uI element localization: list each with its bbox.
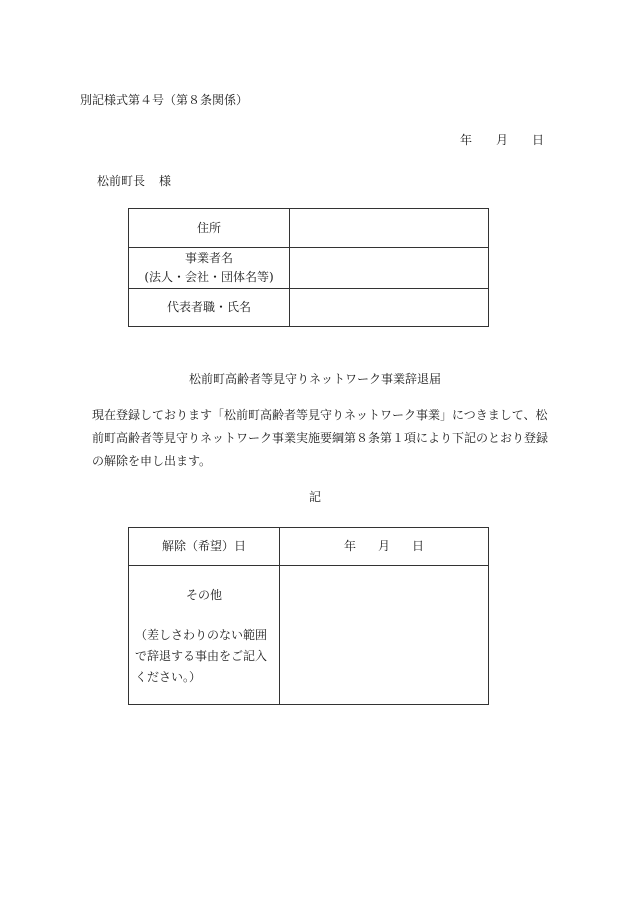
other-field[interactable] [280,566,489,705]
business-name-label-cell [129,248,290,289]
document-title: 松前町高齢者等見守りネットワーク事業辞退届 [188,372,441,386]
representative-label: 代表者職・氏名 [129,289,290,327]
body-paragraph [80,404,550,473]
other-note-line: （差しさわりのない範囲 [135,628,268,642]
address-field[interactable] [290,209,489,248]
table-row [129,248,489,289]
other-note [129,625,279,688]
business-name-note: (法人・会社・団体名等) [144,270,274,284]
cancel-date-label: 解除（希望）日 [129,528,280,566]
table-row [129,528,489,566]
cancel-date-day: 日 [412,539,425,553]
table-row [129,209,489,248]
table-row [129,566,489,705]
cancellation-request-table [128,527,489,705]
date-day-label: 日 [532,133,545,147]
cancel-date-month: 月 [377,539,390,553]
form-reference: 別記様式第４号（第８条関係） [80,93,249,107]
address-label: 住所 [129,209,290,248]
representative-field[interactable] [290,289,489,327]
date-year-label: 年 [460,133,473,147]
cancel-date-year: 年 [343,539,356,553]
other-label-cell [129,566,280,705]
other-note-line: で辞退する事由をご記入 [135,649,268,663]
other-note-line: ください。） [135,670,202,684]
submission-date [460,131,544,148]
other-label: その他 [185,588,222,602]
cancel-date-field[interactable] [280,528,489,566]
business-name-label: 事業者名 [184,251,233,265]
ki-heading: 記 [308,490,321,504]
body-paragraph-text: 現在登録しております「松前町高齢者等見守りネットワーク事業」につきまして、松前町高齢者等見守りネットワーク事業実施要綱第８条第１項により下記のとおり登録の解除を申し出ます。 [92,408,549,468]
addressee-honorific: 様 [159,174,172,188]
applicant-info-table [128,208,489,327]
addressee-name: 松前町長 [97,174,146,188]
addressee [97,172,171,189]
date-month-label: 月 [496,133,509,147]
business-name-field[interactable] [290,248,489,289]
table-row [129,289,489,327]
